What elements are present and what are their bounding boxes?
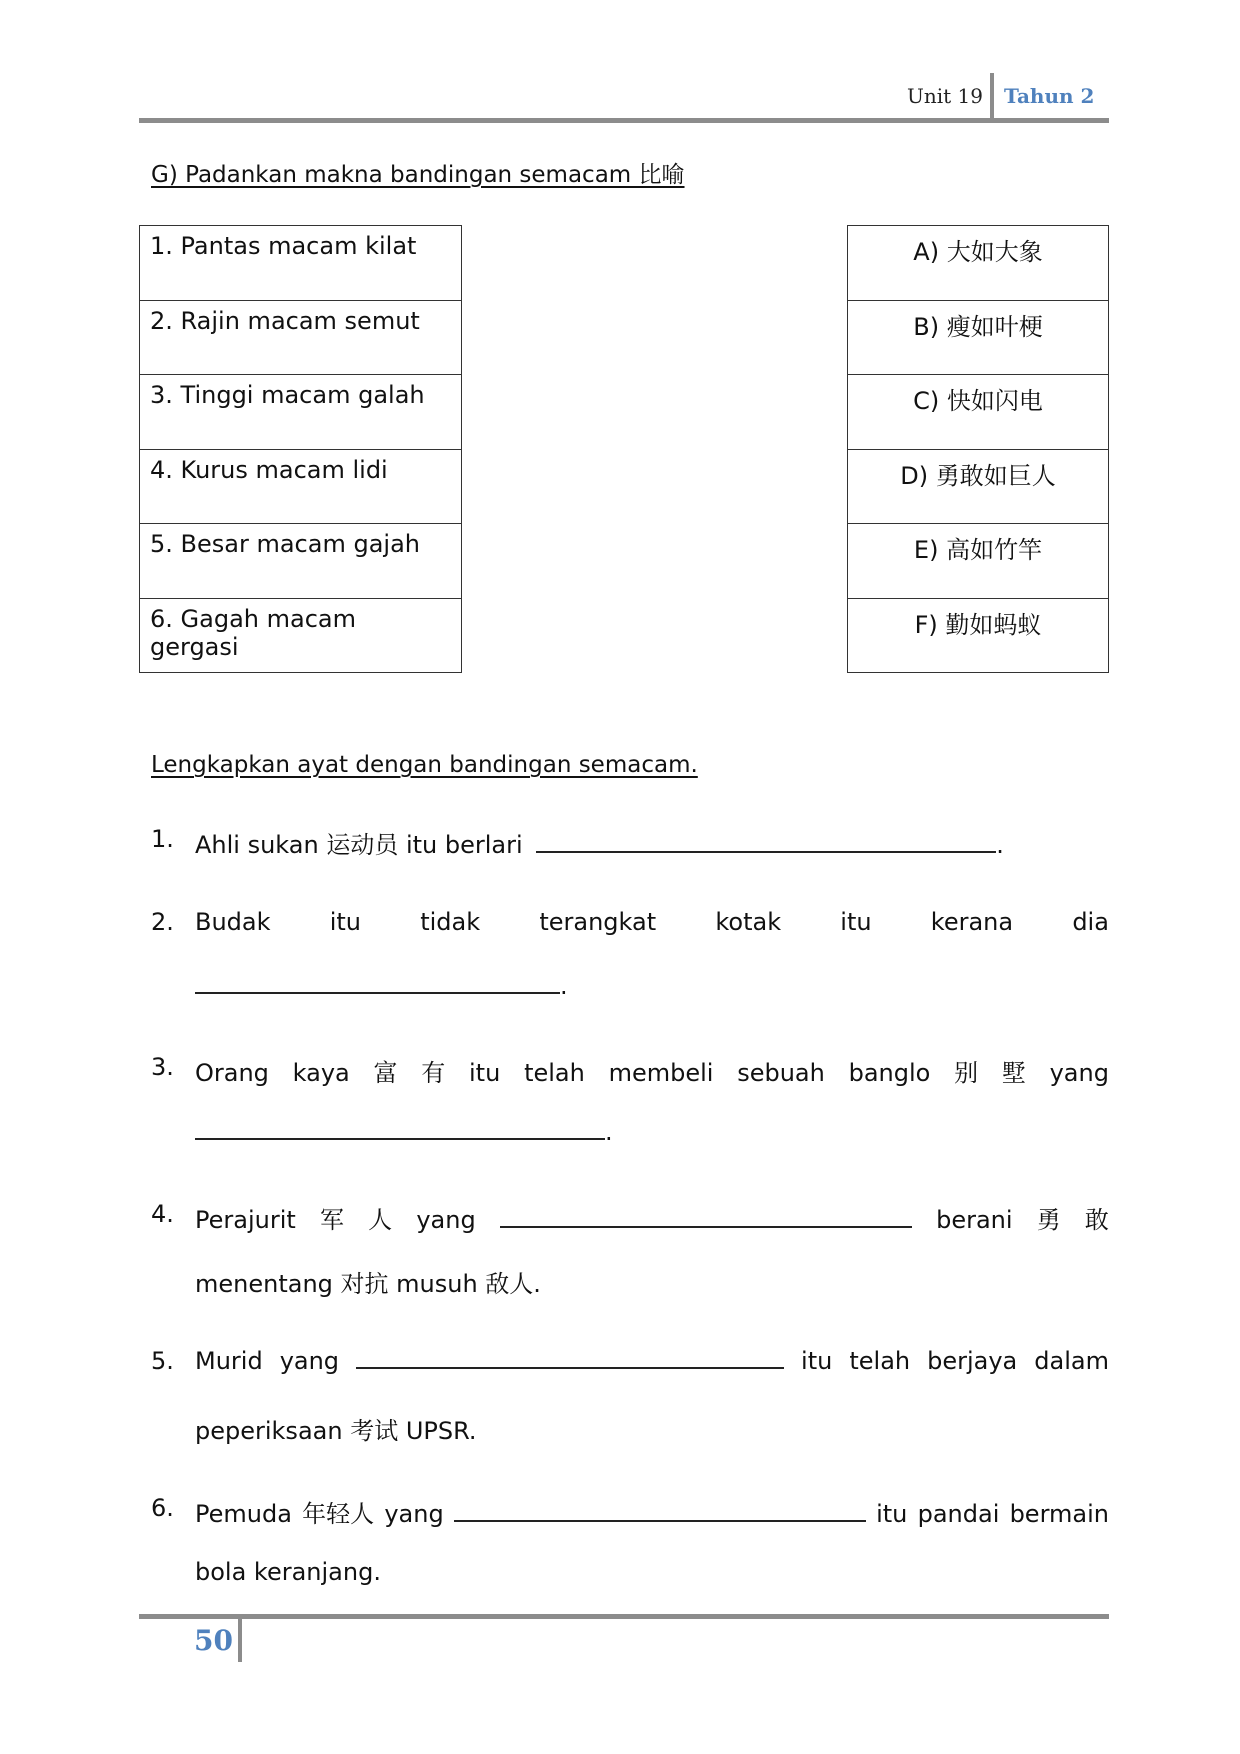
word: Pemuda: [195, 1500, 292, 1528]
question-2-line-1: [195, 908, 1109, 936]
word: terangkat: [539, 908, 657, 936]
word: 年轻人: [302, 1500, 375, 1528]
answer-blank[interactable]: [356, 1347, 784, 1369]
word: 人: [368, 1206, 393, 1234]
left-item: 6. Gagah macam gergasi: [140, 598, 462, 673]
left-match-table: [139, 225, 462, 673]
answer-blank[interactable]: [536, 831, 996, 853]
word: itu: [801, 1347, 833, 1375]
word: dia: [1072, 908, 1109, 936]
left-item: 1. Pantas macam kilat: [140, 226, 462, 301]
word: Perajurit: [195, 1206, 296, 1234]
word: telah: [849, 1347, 911, 1375]
word: itu: [469, 1059, 501, 1087]
answer-blank[interactable]: [500, 1206, 912, 1228]
word: kerana: [930, 908, 1014, 936]
right-item: E) 高如竹竿: [848, 524, 1109, 599]
word: yang: [416, 1206, 476, 1234]
word: 军: [319, 1206, 344, 1234]
word: berani: [936, 1206, 1013, 1234]
word: itu: [329, 908, 362, 936]
answer-blank[interactable]: [454, 1500, 866, 1522]
question-number: 6.: [151, 1494, 174, 1522]
word: 墅: [1001, 1059, 1026, 1087]
question-1: [195, 825, 1004, 860]
word: membeli: [608, 1059, 714, 1087]
question-number: 5.: [151, 1347, 174, 1375]
header-rule: [139, 118, 1109, 123]
word: yang: [279, 1347, 340, 1375]
question-4-line-1: [195, 1200, 1109, 1235]
question-6-line-2: bola keranjang.: [195, 1558, 381, 1586]
section-g-title: G) Padankan makna bandingan semacam 比喻: [151, 162, 685, 188]
right-match-table: [847, 225, 1109, 673]
answer-blank[interactable]: [195, 1118, 605, 1140]
word: bermain: [1009, 1500, 1109, 1528]
section-complete-title: Lengkapkan ayat dengan bandingan semacam.: [151, 752, 698, 778]
question-number: 1.: [151, 825, 174, 853]
word: banglo: [848, 1059, 931, 1087]
word: Murid: [195, 1347, 263, 1375]
question-number: 4.: [151, 1200, 174, 1228]
word: tidak: [420, 908, 481, 936]
right-item: C) 快如闪电: [848, 375, 1109, 450]
question-3-line-1: [195, 1053, 1109, 1088]
question-number: 2.: [151, 908, 174, 936]
question-5-line-1: [195, 1347, 1109, 1375]
left-item: 5. Besar macam gajah: [140, 524, 462, 599]
right-item: A) 大如大象: [848, 226, 1109, 301]
question-6-line-1: [195, 1494, 1109, 1529]
footer-separator: [238, 1617, 242, 1662]
header-unit: Unit 19: [907, 84, 983, 108]
header-separator: [990, 73, 994, 121]
answer-blank[interactable]: [195, 972, 560, 994]
question-text: .: [605, 1118, 613, 1146]
footer-rule: [139, 1614, 1109, 1619]
question-number: 3.: [151, 1053, 174, 1081]
question-text: .: [996, 831, 1004, 859]
question-2-line-2: [195, 972, 568, 1000]
word: kaya: [292, 1059, 350, 1087]
word: Budak: [195, 908, 271, 936]
left-item: 4. Kurus macam lidi: [140, 449, 462, 524]
left-item: 2. Rajin macam semut: [140, 300, 462, 375]
word: dalam: [1034, 1347, 1109, 1375]
question-text: .: [560, 972, 568, 1000]
word: itu: [876, 1500, 908, 1528]
word: 别: [954, 1059, 979, 1087]
page-number: 50: [194, 1624, 233, 1657]
word: Orang: [195, 1059, 269, 1087]
word: kotak: [715, 908, 782, 936]
right-item: B) 瘦如叶梗: [848, 300, 1109, 375]
question-4-line-2: menentang 对抗 musuh 敌人.: [195, 1270, 541, 1298]
header-year: Tahun 2: [1004, 84, 1095, 108]
word: telah: [524, 1059, 585, 1087]
right-item: F) 勤如蚂蚁: [848, 598, 1109, 673]
word: pandai: [917, 1500, 1000, 1528]
word: sebuah: [737, 1059, 825, 1087]
word: 敢: [1084, 1206, 1109, 1234]
word: yang: [384, 1500, 444, 1528]
word: 勇: [1036, 1206, 1061, 1234]
question-5-line-2: peperiksaan 考试 UPSR.: [195, 1417, 477, 1445]
word: 有: [421, 1059, 446, 1087]
question-text: Ahli sukan 运动员 itu berlari: [195, 831, 523, 859]
word: yang: [1049, 1059, 1109, 1087]
question-3-line-2: [195, 1118, 613, 1146]
left-item: 3. Tinggi macam galah: [140, 375, 462, 450]
word: berjaya: [927, 1347, 1018, 1375]
word: itu: [840, 908, 872, 936]
word: 富: [373, 1059, 398, 1087]
right-item: D) 勇敢如巨人: [848, 449, 1109, 524]
